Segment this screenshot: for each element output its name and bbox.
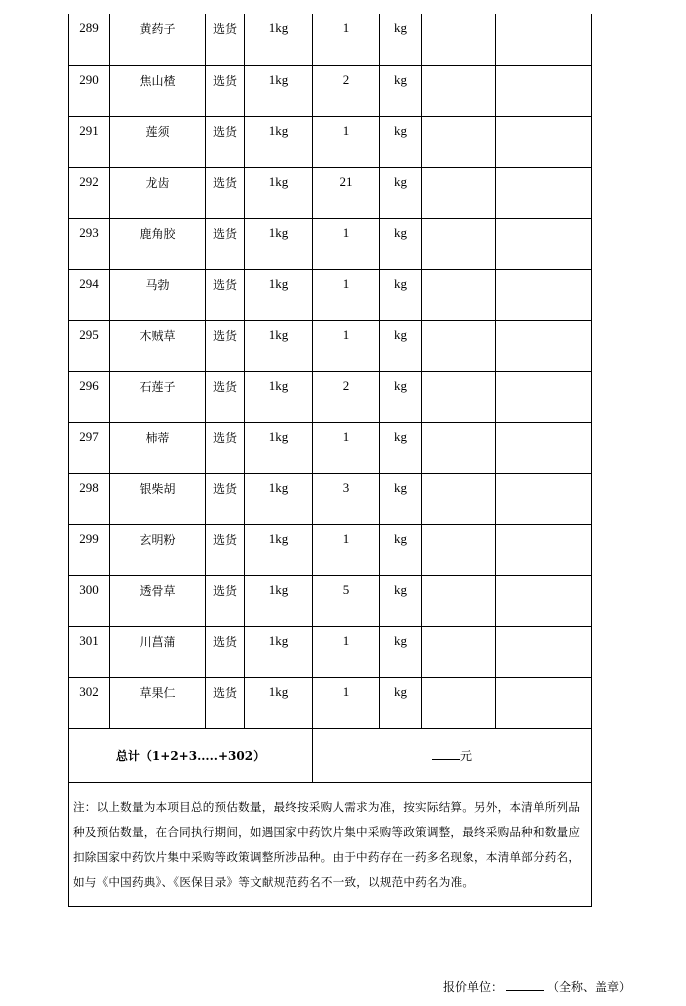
cell-unit: kg (380, 524, 422, 575)
cell-unit-price[interactable] (422, 14, 496, 65)
cell-total-price[interactable] (496, 473, 592, 524)
cell-unit-price[interactable] (422, 218, 496, 269)
cell-unit: kg (380, 371, 422, 422)
cell-spec: 1kg (245, 14, 313, 65)
cell-spec: 1kg (245, 218, 313, 269)
cell-unit: kg (380, 473, 422, 524)
cell-name: 银柴胡 (110, 473, 206, 524)
cell-total-price[interactable] (496, 116, 592, 167)
cell-total-price[interactable] (496, 575, 592, 626)
cell-no: 294 (69, 269, 110, 320)
cell-name: 马勃 (110, 269, 206, 320)
cell-unit: kg (380, 116, 422, 167)
table-row (69, 320, 592, 371)
cell-name: 木贼草 (110, 320, 206, 371)
cell-unit-price[interactable] (422, 677, 496, 728)
cell-qty: 1 (313, 116, 380, 167)
quoting-unit-blank[interactable] (506, 980, 544, 991)
cell-name: 川菖蒲 (110, 626, 206, 677)
cell-qty: 5 (313, 575, 380, 626)
cell-unit: kg (380, 218, 422, 269)
cell-no: 296 (69, 371, 110, 422)
cell-spec: 1kg (245, 269, 313, 320)
table-row (69, 167, 592, 218)
cell-grade: 选货 (206, 422, 245, 473)
cell-name: 鹿角胶 (110, 218, 206, 269)
cell-name: 龙齿 (110, 167, 206, 218)
cell-unit-price[interactable] (422, 524, 496, 575)
cell-qty: 1 (313, 320, 380, 371)
cell-no: 291 (69, 116, 110, 167)
cell-name: 草果仁 (110, 677, 206, 728)
quoting-unit-label: 报价单位： (443, 980, 504, 994)
cell-spec: 1kg (245, 320, 313, 371)
quoting-unit-signature (443, 978, 631, 995)
table-row (69, 65, 592, 116)
cell-unit: kg (380, 269, 422, 320)
price-list-table (68, 14, 592, 907)
cell-qty: 2 (313, 65, 380, 116)
cell-name: 石莲子 (110, 371, 206, 422)
cell-unit-price[interactable] (422, 116, 496, 167)
cell-unit: kg (380, 677, 422, 728)
cell-no: 298 (69, 473, 110, 524)
cell-qty: 1 (313, 422, 380, 473)
table-row (69, 422, 592, 473)
cell-qty: 2 (313, 371, 380, 422)
cell-qty: 3 (313, 473, 380, 524)
cell-name: 莲须 (110, 116, 206, 167)
cell-qty: 1 (313, 269, 380, 320)
table-row (69, 473, 592, 524)
cell-unit: kg (380, 626, 422, 677)
cell-qty: 1 (313, 218, 380, 269)
cell-unit: kg (380, 575, 422, 626)
cell-total-price[interactable] (496, 524, 592, 575)
total-row (69, 728, 592, 782)
note-row (69, 782, 592, 906)
cell-unit: kg (380, 320, 422, 371)
cell-unit-price[interactable] (422, 65, 496, 116)
cell-grade: 选货 (206, 473, 245, 524)
cell-total-price[interactable] (496, 626, 592, 677)
cell-unit: kg (380, 422, 422, 473)
currency-label: 元 (459, 748, 472, 763)
cell-qty: 21 (313, 167, 380, 218)
cell-total-price[interactable] (496, 422, 592, 473)
cell-no: 297 (69, 422, 110, 473)
cell-no: 301 (69, 626, 110, 677)
cell-grade: 选货 (206, 320, 245, 371)
cell-unit-price[interactable] (422, 575, 496, 626)
table-row (69, 575, 592, 626)
cell-name: 焦山楂 (110, 65, 206, 116)
cell-no: 302 (69, 677, 110, 728)
cell-name: 黄药子 (110, 14, 206, 65)
cell-spec: 1kg (245, 524, 313, 575)
cell-qty: 1 (313, 626, 380, 677)
cell-grade: 选货 (206, 371, 245, 422)
cell-no: 300 (69, 575, 110, 626)
cell-spec: 1kg (245, 422, 313, 473)
cell-qty: 1 (313, 677, 380, 728)
cell-grade: 选货 (206, 677, 245, 728)
table-row (69, 626, 592, 677)
table-row (69, 14, 592, 65)
table-row (69, 524, 592, 575)
cell-qty: 1 (313, 524, 380, 575)
cell-spec: 1kg (245, 167, 313, 218)
cell-name: 柿蒂 (110, 422, 206, 473)
cell-unit: kg (380, 167, 422, 218)
cell-grade: 选货 (206, 524, 245, 575)
total-amount[interactable] (313, 728, 592, 782)
cell-spec: 1kg (245, 65, 313, 116)
cell-no: 290 (69, 65, 110, 116)
cell-total-price[interactable] (496, 65, 592, 116)
cell-total-price[interactable] (496, 14, 592, 65)
note-text: 注：以上数量为本项目总的预估数量，最终按采购人需求为准，按实际结算。另外，本清单所列品种及预估数量，在合同执行期间，如遇国家中药饮片集中采购等政策调整，最终采购品种和数量应扣除国家中药饮片集中采购等政策调整所涉品种。由于中药存在一药多名现象，本清单部分药名，如与《中国药典》、《医保目录》等文献规范药名不一致，以规范中药名为准。 (69, 782, 592, 906)
cell-total-price[interactable] (496, 218, 592, 269)
cell-unit-price[interactable] (422, 320, 496, 371)
cell-unit-price[interactable] (422, 269, 496, 320)
cell-unit-price[interactable] (422, 422, 496, 473)
cell-grade: 选货 (206, 167, 245, 218)
table-row (69, 371, 592, 422)
cell-grade: 选货 (206, 218, 245, 269)
cell-qty: 1 (313, 14, 380, 65)
cell-spec: 1kg (245, 473, 313, 524)
cell-grade: 选货 (206, 65, 245, 116)
amount-blank[interactable] (432, 749, 460, 760)
cell-unit: kg (380, 65, 422, 116)
table-row (69, 116, 592, 167)
cell-spec: 1kg (245, 626, 313, 677)
cell-unit-price[interactable] (422, 371, 496, 422)
cell-total-price[interactable] (496, 371, 592, 422)
cell-grade: 选货 (206, 116, 245, 167)
cell-no: 295 (69, 320, 110, 371)
cell-unit-price[interactable] (422, 167, 496, 218)
cell-spec: 1kg (245, 371, 313, 422)
cell-spec: 1kg (245, 575, 313, 626)
cell-total-price[interactable] (496, 167, 592, 218)
cell-unit: kg (380, 14, 422, 65)
cell-unit-price[interactable] (422, 473, 496, 524)
cell-grade: 选货 (206, 14, 245, 65)
cell-no: 292 (69, 167, 110, 218)
cell-grade: 选货 (206, 575, 245, 626)
cell-no: 293 (69, 218, 110, 269)
cell-no: 299 (69, 524, 110, 575)
total-label: 总计（1+2+3.....+302） (69, 728, 313, 782)
cell-grade: 选货 (206, 626, 245, 677)
table-row (69, 218, 592, 269)
quoting-unit-suffix: （全称、盖章） (547, 980, 632, 994)
cell-grade: 选货 (206, 269, 245, 320)
cell-name: 玄明粉 (110, 524, 206, 575)
cell-spec: 1kg (245, 677, 313, 728)
table-row (69, 269, 592, 320)
table-row (69, 677, 592, 728)
cell-total-price[interactable] (496, 269, 592, 320)
cell-unit-price[interactable] (422, 626, 496, 677)
cell-total-price[interactable] (496, 677, 592, 728)
cell-spec: 1kg (245, 116, 313, 167)
cell-total-price[interactable] (496, 320, 592, 371)
cell-name: 透骨草 (110, 575, 206, 626)
cell-no: 289 (69, 14, 110, 65)
